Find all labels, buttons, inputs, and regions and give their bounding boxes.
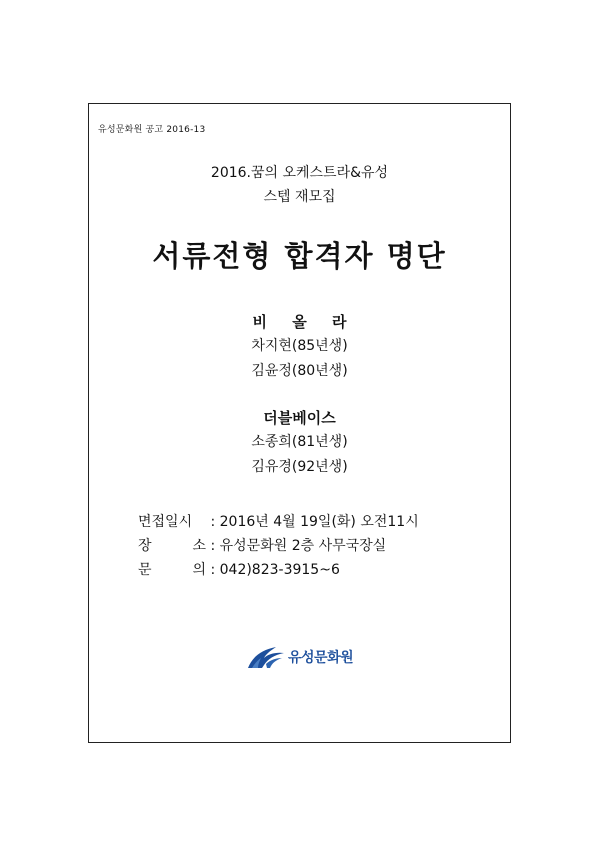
- section-heading-double-bass: 더블베이스: [263, 409, 336, 427]
- notice-frame: [88, 103, 511, 743]
- notice-number: 유성문화원 공고 2016-13: [98, 125, 206, 135]
- interview-value: 2016년 4월 19일(화) 오전11시: [219, 514, 419, 530]
- contact-label: [138, 559, 206, 579]
- program-subtitle: 스텝 재모집: [263, 189, 336, 205]
- logo-text: 유성문화원: [288, 650, 354, 666]
- list-item: 김윤정(80년생): [251, 363, 348, 379]
- place-info: [138, 535, 386, 555]
- interview-label: 면접일시: [138, 514, 193, 530]
- separator: :: [206, 538, 220, 554]
- list-item: 소종희(81년생): [251, 434, 348, 450]
- place-value: 유성문화원 2층 사무국장실: [219, 538, 387, 554]
- contact-value: 042)823-3915~6: [219, 562, 340, 578]
- place-label-char: 장: [138, 538, 152, 554]
- separator: :: [206, 514, 220, 530]
- separator: :: [206, 562, 220, 578]
- section-heading-viola: 비 올 라: [252, 313, 357, 331]
- place-label-char: 소: [192, 538, 206, 554]
- yuseong-culture-center-logo-icon: [246, 644, 286, 670]
- interview-info: [138, 511, 419, 531]
- page-title: 서류전형 합격자 명단: [152, 239, 447, 273]
- program-title: 2016.꿈의 오케스트라&유성: [210, 165, 389, 181]
- place-label: [138, 535, 206, 555]
- logo: [246, 644, 353, 670]
- list-item: 김유경(92년생): [251, 459, 348, 475]
- contact-info: [138, 559, 340, 579]
- contact-label-char: 의: [192, 562, 206, 578]
- contact-label-char: 문: [138, 562, 152, 578]
- list-item: 차지현(85년생): [251, 338, 348, 354]
